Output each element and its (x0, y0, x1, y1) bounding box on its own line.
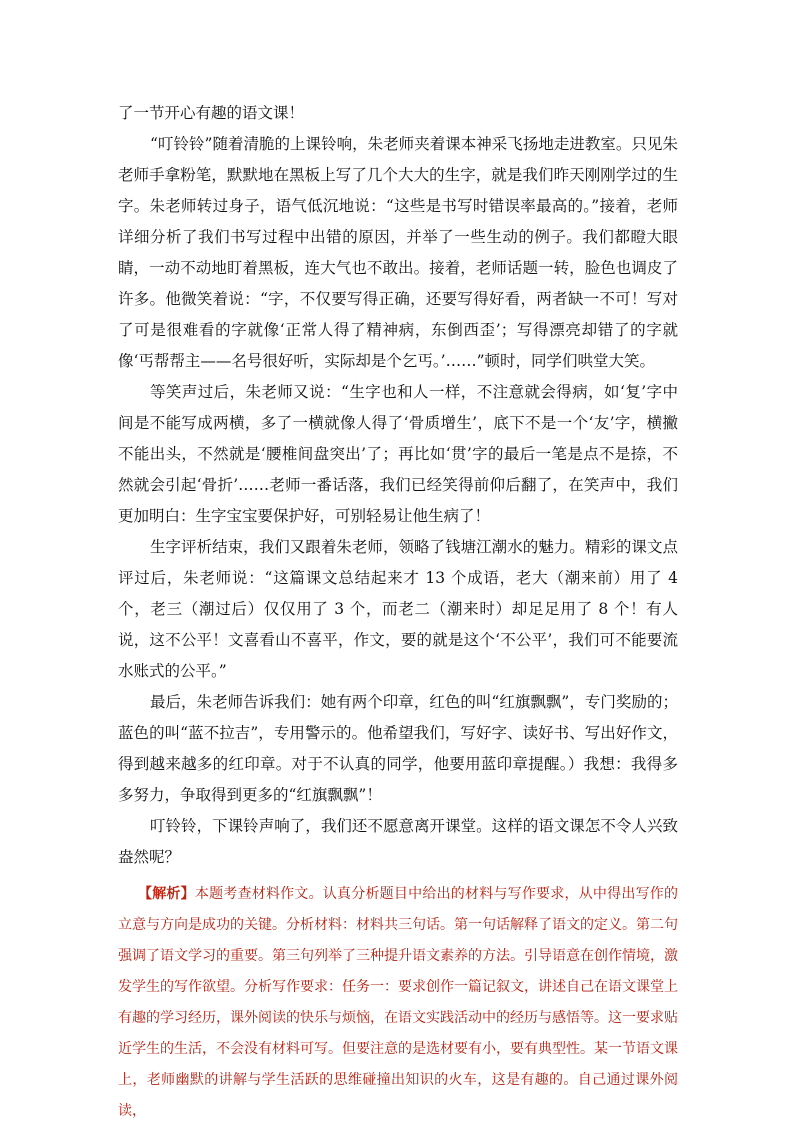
essay-body (118, 98, 678, 1127)
essay-paragraph-4: 生字评析结束，我们又跟着朱老师，领略了钱塘江潮水的魅力。精彩的课文点评过后，朱老师说：“这篇课文总结起来才 13 个成语，老大（潮来前）用了 4 个，老三（潮过后）仅仅用了 3 个，而老二（潮来时）却足足用了 8 个！有人说，这不公平！文喜看山不喜平，作文，要的就是这个‘不公平’，我们可不能要流水账式的公平。” (118, 538, 678, 680)
analysis-tag: 【解析】 (138, 886, 195, 902)
analysis-text: 本题考查材料作文。认真分析题目中给出的材料与写作要求，从中得出写作的立意与方向是成功的关键。分析材料：材料共三句话。第一句话解释了语文的定义。第二句强调了语文学习的重要。第三句列举了三种提升语文素养的方法。引导语意在创作情境，激发学生的写作欲望。分析写作要求：任务一：要求创作一篇记叙文，讲述自己在语文课堂上有趣的学习经历，课外阅读的快乐与烦恼，在语文实践活动中的经历与感悟等。这一要求贴近学生的生活，不会没有材料可写。但要注意的是选材要有小，要有典型性。某一节语文课上，老师幽默的讲解与学生活跃的思维碰撞出知识的火车，这是有趣的。自己通过课外阅读， (118, 886, 679, 1119)
analysis-section (118, 879, 678, 1127)
essay-paragraph-5: 最后，朱老师告诉我们：她有两个印章，红色的叫“红旗飘飘”，专门奖励的；蓝色的叫“蓝不拉吉”，专用警示的。他希望我们，写好字、读好书、写出好作文，得到越来越多的红印章。对于不认真的同学，他要用蓝印章提醒。）我想：我得多多努力，争取得到更多的“红旗飘飘”！ (118, 693, 678, 804)
essay-paragraph-1: 了一节开心有趣的语文课！ (118, 104, 305, 122)
essay-paragraph-3: 等笑声过后，朱老师又说：“生字也和人一样，不注意就会得病，如‘复’字中间是不能写成两横，多了一横就像人得了‘骨质增生’，底下不是一个‘友’字，横撇不能出头，不然就是‘腰椎间盘突出’了；再比如‘贯’字的最后一笔是点不是捺，不然就会引起‘骨折’……老师一番话落，我们已经笑得前仰后翻了，在笑声中，我们更加明白：生字宝宝要保护好，可别轻易让他生病了！ (118, 383, 678, 525)
essay-paragraph-2: “叮铃铃”随着清脆的上课铃响，朱老师夹着课本神采飞扬地走进教室。只见朱老师手拿粉笔，默默地在黑板上写了几个大大的生字，就是我们昨天刚刚学过的生字。朱老师转过身子，语气低沉地说：“这些是书写时错误率最高的。”接着，老师详细分析了我们书写过程中出错的原因，并举了一些生动的例子。我们都瞪大眼睛，一动不动地盯着黑板，连大气也不敢出。接着，老师话题一转，脸色也调皮了许多。他微笑着说：“字，不仅要写得正确，还要写得好看，两者缺一不可！写对了可是很难看的字就像‘正常人得了精神病，东倒西歪’；写得漂亮却错了的字就像‘丐帮帮主——名号很好听，实际却是个乞丐。’……”顿时，同学们哄堂大笑。 (118, 135, 678, 370)
essay-paragraph-6: 叮铃铃，下课铃声响了，我们还不愿意离开课堂。这样的语文课怎不令人兴致盎然呢？ (118, 817, 678, 866)
